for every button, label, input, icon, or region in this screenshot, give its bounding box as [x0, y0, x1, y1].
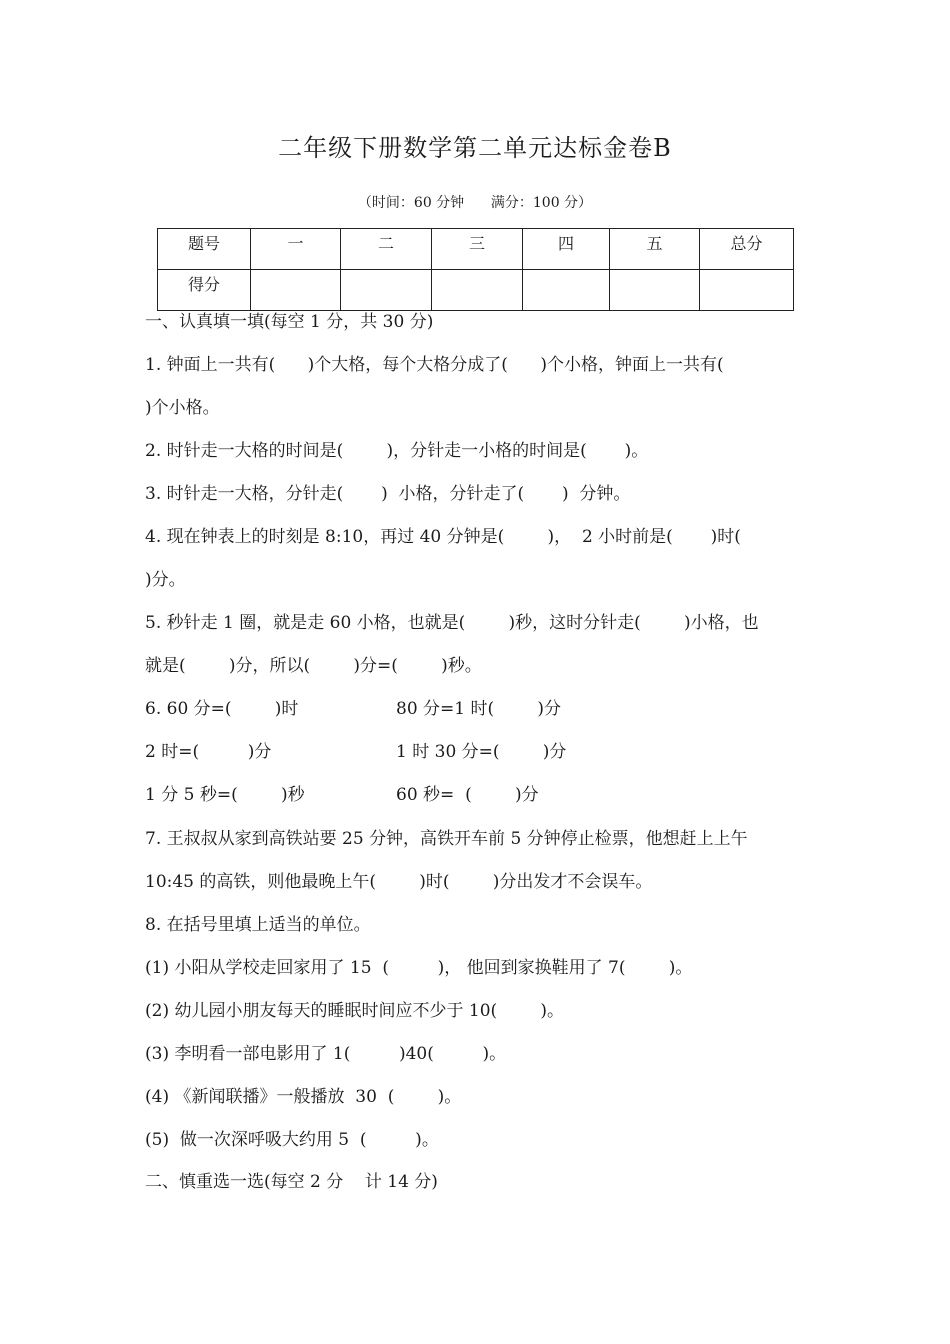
- score-cell: [251, 270, 341, 311]
- question-8-part-4: (4) 《新闻联播》一般播放 30 ( )。: [145, 1087, 462, 1107]
- page-title: 二年级下册数学第二单元达标金卷B: [278, 134, 672, 162]
- score-table-header: 二: [341, 229, 432, 270]
- question-4-line-1: 4. 现在钟表上的时刻是 8:10，再过 40 分钟是( )， 2 小时前是( )时(: [145, 527, 741, 547]
- score-table: [157, 228, 794, 311]
- question-4-line-2: )分。: [145, 570, 186, 590]
- score-table-header: 总分: [700, 229, 794, 270]
- question-8-part-2: (2) 幼儿园小朋友每天的睡眠时间应不少于 10( )。: [145, 1001, 565, 1021]
- score-table-header: 四: [523, 229, 610, 270]
- score-row-label: 得分: [158, 270, 251, 311]
- exam-subtitle: （时间：60 分钟 满分：100 分）: [357, 195, 593, 211]
- score-table-header: 三: [432, 229, 523, 270]
- question-1-line-1: 1. 钟面上一共有( )个大格，每个大格分成了( )个小格，钟面上一共有(: [145, 355, 724, 375]
- question-6-item: 80 分=1 时( )分: [396, 699, 561, 719]
- section-1-heading: 一、认真填一填(每空 1 分，共 30 分): [145, 312, 434, 332]
- question-8-part-5: (5) 做一次深呼吸大约用 5 ( )。: [145, 1130, 439, 1150]
- question-6-item: 1 分 5 秒=( )秒: [145, 785, 305, 805]
- score-table-header: 五: [610, 229, 700, 270]
- question-5-line-2: 就是( )分，所以( )分=( )秒。: [145, 656, 482, 676]
- question-7-line-1: 7. 王叔叔从家到高铁站要 25 分钟，高铁开车前 5 分钟停止检票，他想赶上上午: [145, 829, 748, 849]
- question-6-item: 6. 60 分=( )时: [145, 699, 299, 719]
- score-cell: [700, 270, 794, 311]
- score-table-score-row: [158, 270, 794, 311]
- question-6-item: 2 时=( )分: [145, 742, 272, 762]
- score-cell: [341, 270, 432, 311]
- question-7-line-2: 10:45 的高铁，则他最晚上午( )时( )分出发才不会误车。: [145, 872, 653, 892]
- score-table-header-row: [158, 229, 794, 270]
- question-6-item: 60 秒= ( )分: [396, 785, 539, 805]
- question-5-line-1: 5. 秒针走 1 圈，就是走 60 小格，也就是( )秒，这时分针走( )小格，也: [145, 613, 759, 633]
- question-1-line-2: )个小格。: [145, 398, 220, 418]
- question-2: 2. 时针走一大格的时间是( )，分针走一小格的时间是( )。: [145, 441, 649, 461]
- question-6-item: 1 时 30 分=( )分: [396, 742, 567, 762]
- section-2-heading: 二、慎重选一选(每空 2 分 计 14 分): [145, 1172, 438, 1192]
- score-table-header: 题号: [158, 229, 251, 270]
- score-cell: [610, 270, 700, 311]
- score-cell: [432, 270, 523, 311]
- score-table-header: 一: [251, 229, 341, 270]
- question-3: 3. 时针走一大格，分针走( ) 小格，分针走了( ) 分钟。: [145, 484, 631, 504]
- question-8: 8. 在括号里填上适当的单位。: [145, 915, 371, 935]
- score-cell: [523, 270, 610, 311]
- question-8-part-3: (3) 李明看一部电影用了 1( )40( )。: [145, 1044, 507, 1064]
- question-8-part-1: (1) 小阳从学校走回家用了 15 ( )， 他回到家换鞋用了 7( )。: [145, 958, 693, 978]
